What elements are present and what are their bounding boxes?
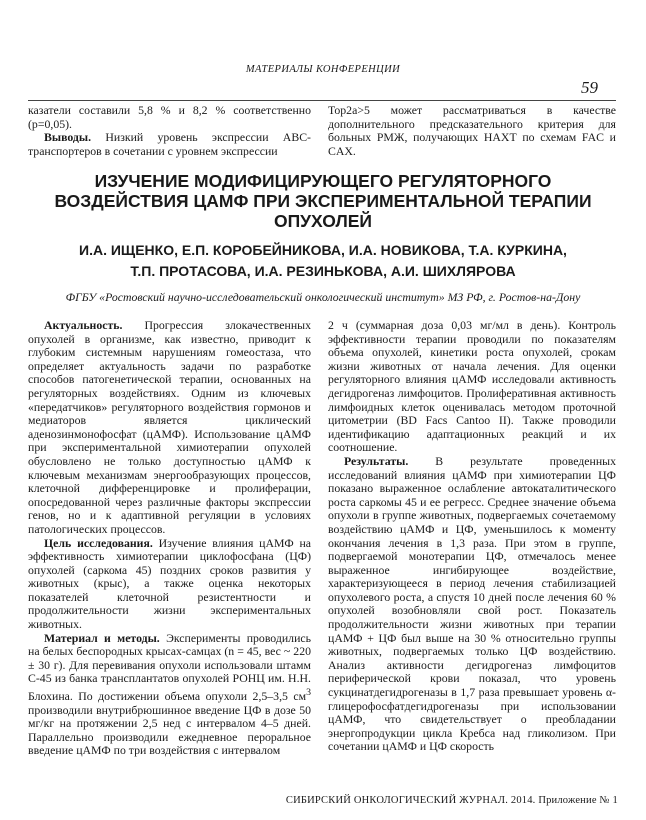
prev-article-results-tail: казатели составили 5,8 % и 8,2 % соответственно (р=0,05). xyxy=(28,103,311,131)
relevance-paragraph xyxy=(28,319,311,537)
running-header: МАТЕРИАЛЫ КОНФЕРЕНЦИИ xyxy=(245,64,401,75)
methods-text-b: производили внутрибрюшинное введение ЦФ в дозе 50 мг/кг на протяжении 2,5 нед с интервалом 4–5 дней. Параллельно производили ежедневное пероральное введение цАМФ по три воздействия с интервалом xyxy=(28,702,311,758)
prev-article-conclusion-cont: Top2a>5 может рассматриваться в качестве дополнительного предсказательного критерия для больных РМЖ, получающих НАХТ по схемам FAC и CAX. xyxy=(328,103,616,158)
article-left-column xyxy=(28,319,311,758)
methods-continuation: 2 ч (суммарная доза 0,03 мг/мл в день). Контроль эффективности терапии проводили по показателям объема опухолей, кинетики роста опухолей, срокам жизни животных от начала лечения. Для оценки регуляторного влияния цАМФ исследовали активность дегидрогеназ лимфоцитов. Пролиферативная активность лимфоидных клеток оценивалась методом проточной цитометрии (BD Facs Cantoo II). Также проводили идентификацию адаптационных реакций и их соотношение. xyxy=(328,318,616,455)
header-rule xyxy=(28,100,616,101)
methods-paragraph xyxy=(28,632,311,758)
results-text: В результате проведенных исследований влияния цАМФ при химиотерапии ЦФ показано выраженное ослабление автокаталитического роста саркомы 45 и ее регресс. Среднее значение объема опухоли в группе животных, подвергаемых сочетаемому воздействию цАМФ и ЦФ, уменьшилось к моменту окончания лечения в 1,3 раза. При этом в группе, подвергаемой монотерапии ЦФ, отмечалось менее выраженное ингибирующее воздействие, характеризующееся в период лечения стабилизацией опухолевого роста, а спустя 10 дней после лечения 60 % опухолей возобновляли свой рост. Показатель продолжительности жизни животных при терапии цАМФ + ЦФ был выше на 30 % относительно группы животных, подвергаемых только ЦФ воздействию. Анализ активности дегидрогеназ лимфоцитов периферической крови показал, что уровень сукцинатдегидрогеназы в 1,7 раза превышает уровень α-глицерофосфатдегидрогеназы при использовании цАМФ, что свидетельствует о преобладании энергопродукции цикла Кребса над гликолизом. При сочетании цАМФ и ЦФ скорость xyxy=(328,453,616,754)
prev-article-left-column xyxy=(28,104,311,158)
conclusion-text: Низкий уровень экспрессии ABC-транспортеров в сочетании с уровнем экспрессии xyxy=(28,130,311,158)
methods-text-a: Эксперименты проводились на белых беспородных крысах-самцах (n = 45, вес ~ 220 ± 30 г). Для перевивания опухоли использовали штамм С-45 из банка трансплантатов опухолей РОНЦ им. Н.Н. Блохина. По достижении объема опухоли 2,5–3,5 см xyxy=(28,630,311,703)
methods-label: Материал и методы. xyxy=(44,630,160,645)
relevance-label: Актуальность. xyxy=(44,318,123,332)
prev-article-conclusion xyxy=(28,131,311,158)
relevance-text: Прогрессия злокачественных опухолей в организме, как известно, приводит к глубоким системным нарушениям гомеостаза, что определяет актуальность задачи по разработке способов патогенетической терапии, основанных на регуляторных воздействиях. Одним из ключевых «передатчиков» регуляторного воздействия гормонов и медиаторов является циклический аденозинмонофосфат (цАМФ). Использование цАМФ при экспериментальной химиотерапии опухолей обусловлено не только доступностью цАМФ к ключевым механизмам энергообразующих процессов, клеточной дифференцировке и пролиферации, опосредованной через различные факторы экспрессии генов, но и к адаптивной регуляции в условиях патологических процессов. xyxy=(28,318,311,536)
article-right-column xyxy=(328,319,616,754)
article-authors xyxy=(28,240,618,282)
authors-line-1: И.А. ИЩЕНКО, Е.П. КОРОБЕЙНИКОВА, И.А. НОВИКОВА, Т.А. КУРКИНА, xyxy=(79,242,567,258)
page-number: 59 xyxy=(581,78,598,97)
article-affiliation: ФГБУ «Ростовский научно-исследовательский онкологический институт» МЗ РФ, г. Ростов-на-Дону xyxy=(65,290,581,304)
aim-label: Цель исследования. xyxy=(44,535,153,550)
authors-line-2: Т.П. ПРОТАСОВА, И.А. РЕЗИНЬКОВА, А.И. ШИХЛЯРОВА xyxy=(130,263,516,279)
article-title: ИЗУЧЕНИЕ МОДИФИЦИРУЮЩЕГО РЕГУЛЯТОРНОГО ВОЗДЕЙСТВИЯ ЦАМФ ПРИ ЭКСПЕРИМЕНТАЛЬНОЙ ТЕРАПИИ ОПУХОЛЕЙ xyxy=(54,171,592,231)
aim-paragraph xyxy=(28,537,311,632)
methods-superscript: 3 xyxy=(306,687,311,699)
journal-footer: СИБИРСКИЙ ОНКОЛОГИЧЕСКИЙ ЖУРНАЛ. 2014. Приложение № 1 xyxy=(285,795,618,806)
aim-text: Изучение влияния цАМФ на эффективность химиотерапии циклофосфана (ЦФ) опухолей (саркома 45) поздних сроков развития у животных (крыс), а также оценка некоторых показателей клеточной резистентности и продолжительности жизни экспериментальных животных. xyxy=(28,535,311,632)
prev-article-right-column xyxy=(328,104,616,158)
results-label: Результаты. xyxy=(344,453,409,468)
conclusion-label: Выводы. xyxy=(44,130,92,145)
results-paragraph xyxy=(328,455,616,754)
